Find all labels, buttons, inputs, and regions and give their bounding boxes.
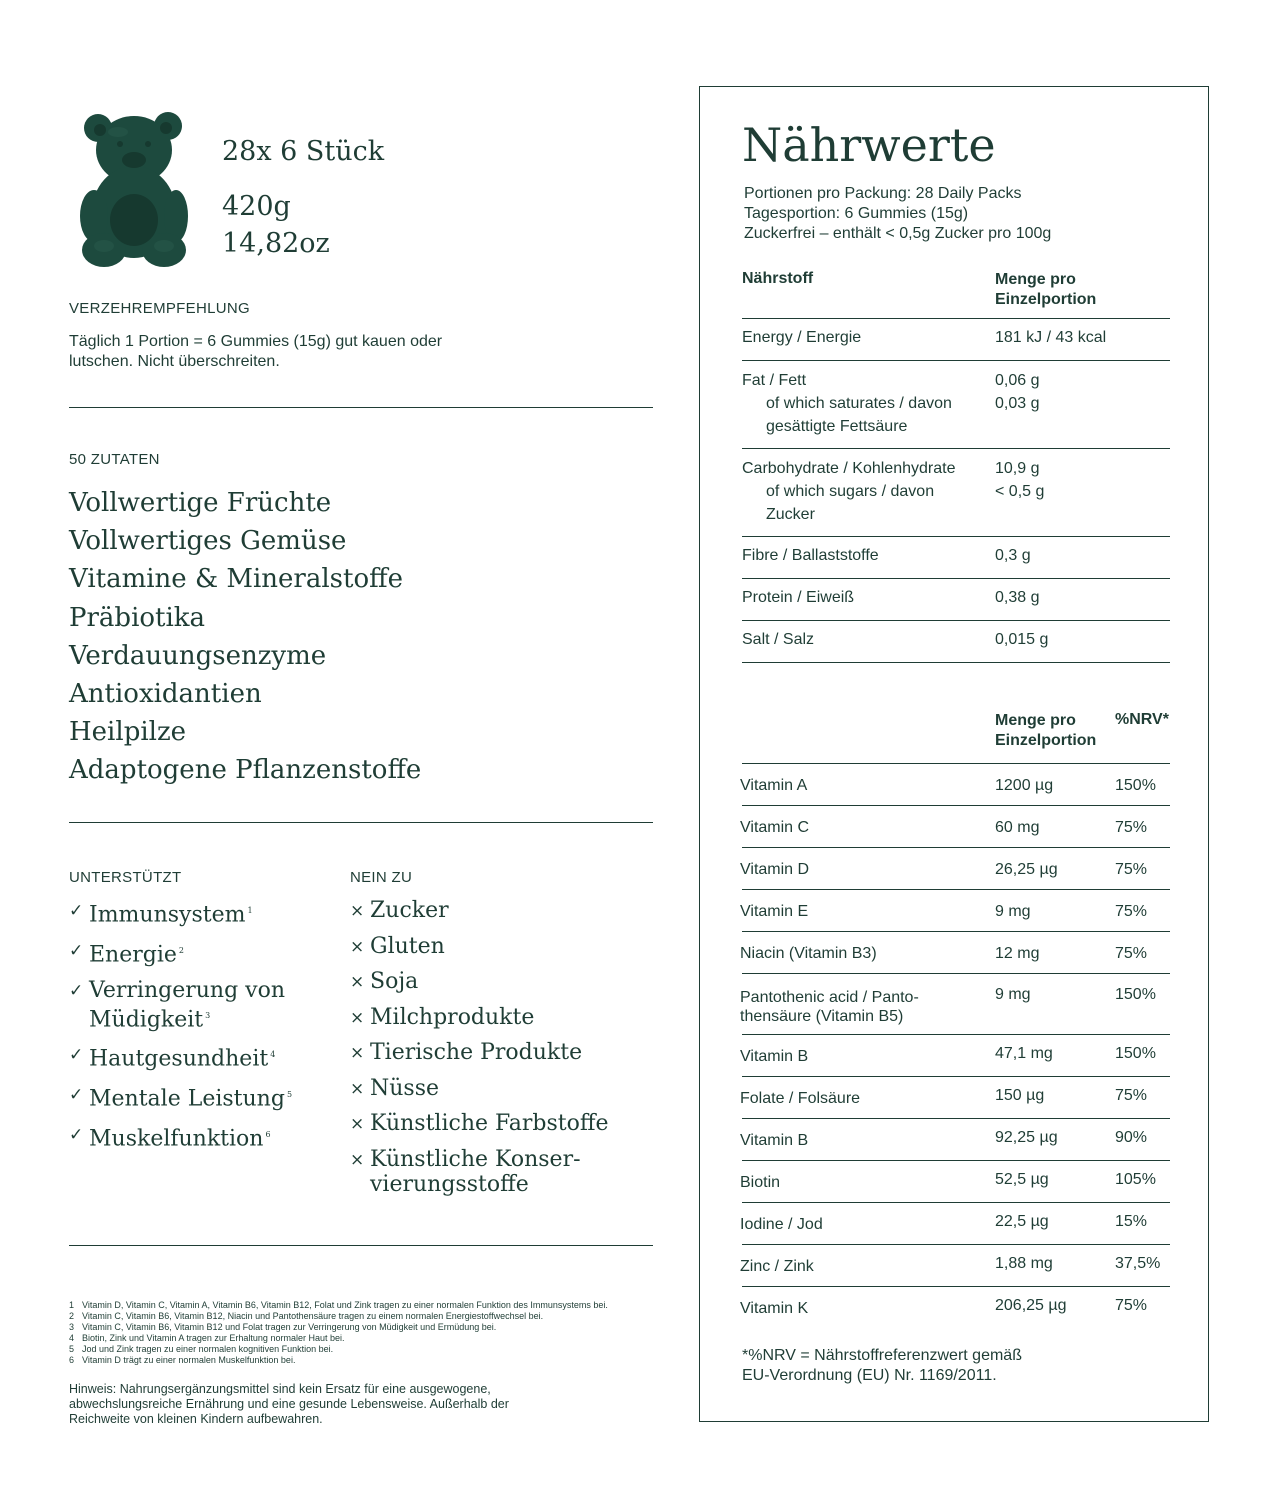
table-row: Pantothenic acid / Panto- thensäure (Vitamin B5) 9 mg 150% — [742, 974, 1170, 1035]
footnote: 6 Vitamin D trägt zu einer normalen Muskelfunktion bei. — [69, 1355, 296, 1365]
table-row: Vitamin A 1200 µg 150% — [742, 764, 1170, 806]
supports-label: UNTERSTÜTZT — [69, 869, 182, 886]
footnote: 5 Jod und Zink tragen zu einer normalen kognitiven Funktion bei. — [69, 1344, 334, 1354]
hinweis-text: Hinweis: Nahrungsergänzungsmittel sind kein Ersatz für eine ausgewogene, abwechslungsreiche Ernährung und eine gesunde Lebensweise. Außerhalb der Reichweite von kleinen Kindern aufbewahren. — [69, 1382, 509, 1426]
ingredient-item: Präbiotika — [69, 602, 206, 633]
support-item: ✓ Mentale Leistung $^5$ — [69, 1085, 293, 1112]
table-row: Energy / Energie 181 kJ / 43 kcal — [742, 319, 1170, 361]
nutrition-title: Nährwerte — [742, 118, 996, 172]
table-header: Menge pro Einzelportion %NRV* — [742, 711, 1170, 764]
footnote: 4 Biotin, Zink und Vitamin A tragen zur Erhaltung normaler Haut bei. — [69, 1333, 345, 1343]
no-item: × Gluten — [350, 933, 445, 959]
table-row: Biotin 52,5 µg 105% — [742, 1161, 1170, 1203]
ingredients-list — [69, 484, 421, 790]
table-header: Nährstoff Menge pro Einzelportion — [742, 270, 1170, 319]
table-row: Carbohydrate / Kohlenhydrate 10,9 g of which sugars / davon Zucker < 0,5 g — [742, 449, 1170, 537]
table-row: Salt / Salz 0,015 g — [742, 621, 1170, 663]
check-icon: ✓ — [69, 1125, 84, 1146]
footnotes — [69, 1300, 669, 1366]
table-row: Fibre / Ballaststoffe 0,3 g — [742, 537, 1170, 579]
vitamin-table — [742, 711, 1170, 1328]
cross-icon: × — [350, 936, 365, 957]
no-item: × Tierische Produkte — [350, 1040, 583, 1065]
no-item: × Soja — [350, 969, 419, 994]
support-item: ✓ Verringerung von Müdigkeit $^3$ — [69, 977, 286, 1032]
no-item: × Zucker — [350, 898, 449, 923]
cross-icon: × — [350, 1078, 365, 1099]
table-row: Iodine / Jod 22,5 µg 15% — [742, 1203, 1170, 1245]
check-icon: ✓ — [69, 901, 84, 921]
ingredients-label: 50 ZUTATEN — [69, 451, 160, 468]
cross-icon: × — [350, 1114, 365, 1134]
divider — [69, 407, 653, 408]
footnote: 1 Vitamin D, Vitamin C, Vitamin A, Vitamin B6, Vitamin B12, Folat und Zink tragen zu einer normalen Funktion des Immunsystems bei. — [69, 1300, 608, 1310]
table-row: Protein / Eiweiß 0,38 g — [742, 579, 1170, 621]
nutrition-table — [742, 270, 1170, 663]
table-row: Vitamin B 92,25 µg 90% — [742, 1119, 1170, 1161]
pack-weight-g: 420g — [222, 191, 291, 222]
ingredient-item: Heilpilze — [69, 717, 187, 748]
support-item: ✓ Immunsystem $^1$ — [69, 901, 253, 928]
table-row: Vitamin E 9 mg 75% — [742, 890, 1170, 932]
divider — [69, 1245, 653, 1246]
ingredient-item: Vitamine & Mineralstoffe — [69, 564, 403, 595]
divider — [69, 822, 653, 823]
table-row: Vitamin D 26,25 µg 75% — [742, 848, 1170, 890]
pack-weight-oz: 14,82oz — [222, 228, 330, 259]
support-item: ✓ Muskelfunktion $^6$ — [69, 1125, 271, 1152]
check-icon: ✓ — [69, 1045, 84, 1066]
recommendation-label: VERZEHREMPFEHLUNG — [69, 300, 250, 317]
gummy-bear-image — [80, 108, 188, 268]
cross-icon: × — [350, 901, 365, 921]
nutrition-info: Portionen pro Packung: 28 Daily Packs Tagesportion: 6 Gummies (15g) Zuckerfrei – enthält < 0,5g Zucker pro 100g — [744, 185, 1052, 242]
ingredient-item: Antioxidantien — [69, 679, 262, 710]
supports-list — [69, 898, 339, 1162]
table-row: Vitamin K 206,25 µg 75% — [740, 1297, 1148, 1317]
table-row: Vitamin B 47,1 mg 150% — [742, 1035, 1170, 1077]
recommendation-text: Täglich 1 Portion = 6 Gummies (15g) gut kauen oder lutschen. Nicht überschreiten. — [69, 333, 443, 370]
check-icon: ✓ — [69, 1085, 84, 1106]
no-item: × Künstliche Konser- vierungsstoffe — [350, 1146, 581, 1197]
ingredient-item: Vollwertige Früchte — [69, 488, 332, 518]
no-list — [350, 898, 650, 1207]
table-row: Zinc / Zink 1,88 mg 37,5% — [742, 1245, 1170, 1287]
cross-icon: × — [350, 972, 365, 992]
footnote: 2 Vitamin C, Vitamin B6, Vitamin B12, Niacin und Pantothensäure tragen zu einem normalen Energiestoffwechsel bei. — [69, 1311, 544, 1321]
ingredient-item: Vollwertiges Gemüse — [69, 526, 347, 557]
table-row: Folate / Folsäure 150 µg 75% — [742, 1077, 1170, 1119]
check-icon: ✓ — [69, 980, 84, 1001]
support-item: ✓ Hautgesundheit $^4$ — [69, 1045, 276, 1072]
ingredient-item: Adaptogene Pflanzenstoffe — [69, 755, 422, 786]
cross-icon: × — [350, 1007, 365, 1028]
check-icon: ✓ — [69, 940, 84, 961]
cross-icon: × — [350, 1043, 365, 1063]
nrv-footnote: *%NRV = Nährstoffreferenzwert gemäß EU-Verordnung (EU) Nr. 1169/2011. — [742, 1347, 1022, 1384]
support-item: ✓ Energie $^2$ — [69, 940, 184, 968]
table-row: Vitamin C 60 mg 75% — [742, 806, 1170, 848]
cross-icon: × — [350, 1149, 365, 1170]
table-row: Fat / Fett 0,06 g of which saturates / davon gesättigte Fettsäure 0,03 g — [742, 361, 1170, 449]
ingredient-item: Verdauungsenzyme — [69, 640, 327, 671]
no-item: × Milchprodukte — [350, 1004, 535, 1030]
no-item: × Nüsse — [350, 1075, 440, 1101]
pack-count: 28x 6 Stück — [222, 136, 385, 167]
table-row: Niacin (Vitamin B3) 12 mg 75% — [742, 932, 1170, 974]
footnote: 3 Vitamin C, Vitamin B6, Vitamin B12 und Folat tragen zur Verringerung von Müdigkeit und Ermüdung bei. — [69, 1322, 497, 1332]
no-label: NEIN ZU — [350, 869, 413, 886]
no-item: × Künstliche Farbstoffe — [350, 1111, 609, 1136]
